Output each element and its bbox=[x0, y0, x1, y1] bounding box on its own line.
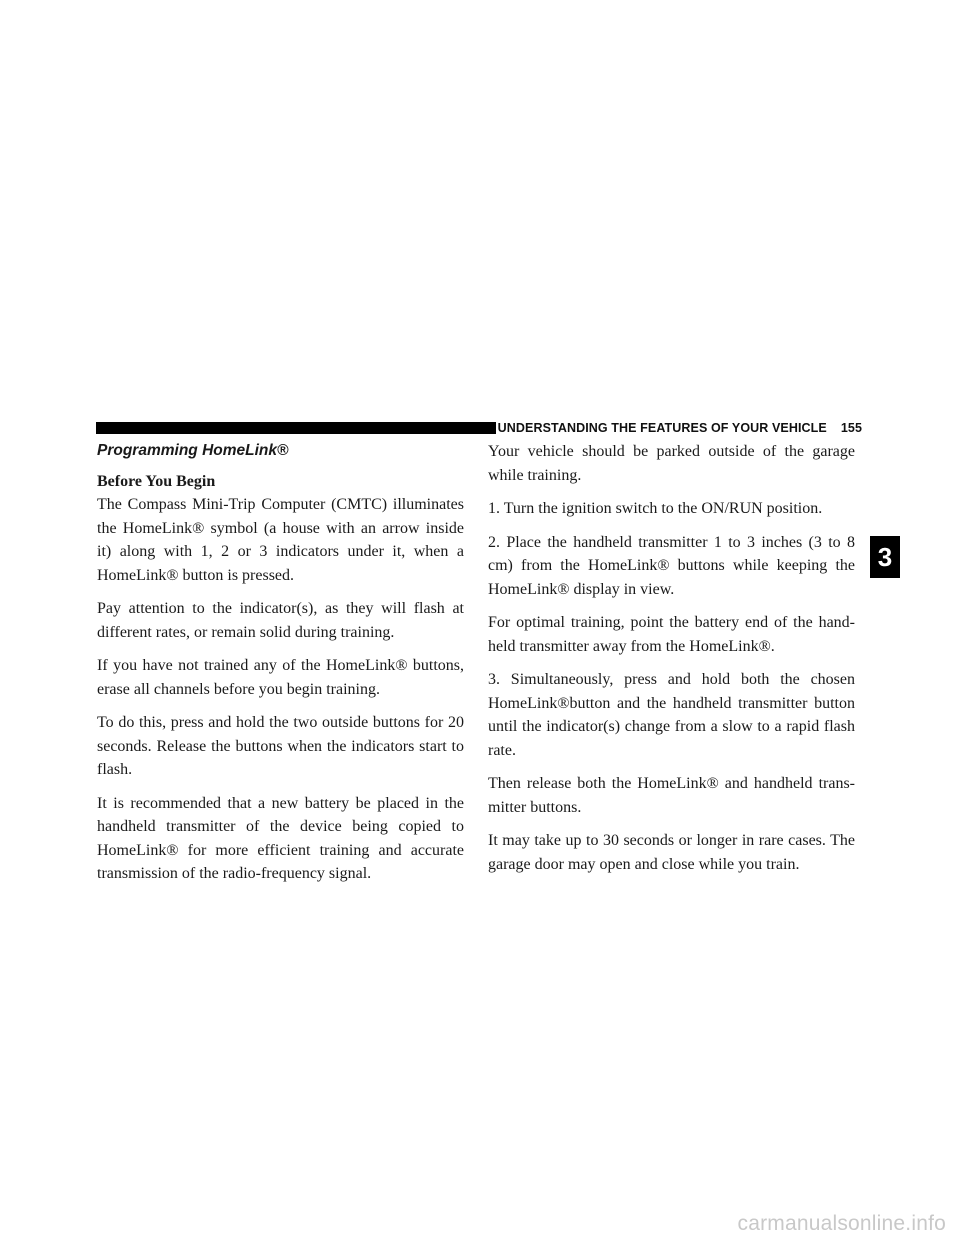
header-text bbox=[498, 421, 862, 435]
step-3: 3. Simultaneously, press and hold both the chosen HomeLink®button and the handheld transmitter button until the indicator(s) change from a slow to a rapid flash rate. bbox=[488, 671, 855, 759]
right-column bbox=[488, 440, 855, 886]
paragraph: Then release both the HomeLink® and handheld trans-mitter buttons. bbox=[488, 775, 855, 816]
step-2: 2. Place the handheld transmitter 1 to 3 inches (3 to 8 cm) from the HomeLink® buttons while keeping the HomeLink® display in view. bbox=[488, 533, 855, 598]
paragraph: If you have not trained any of the HomeLink® buttons, erase all channels before you begin training. bbox=[97, 657, 464, 698]
paragraph: Your vehicle should be parked outside of the garage while training. bbox=[488, 443, 855, 484]
header-rule bbox=[96, 422, 496, 434]
watermark: carmanualsonline.info bbox=[737, 1212, 946, 1235]
paragraph: It is recommended that a new battery be placed in the handheld transmitter of the device being copied to HomeLink® for more efficient training and accurate transmission of the radio-frequency signal. bbox=[97, 794, 464, 882]
step-1: 1. Turn the ignition switch to the ON/RUN position. bbox=[488, 500, 823, 517]
paragraph: It may take up to 30 seconds or longer in rare cases. The garage door may open and close while you train. bbox=[488, 832, 855, 873]
paragraph: Pay attention to the indicator(s), as they will flash at different rates, or remain solid during training. bbox=[97, 600, 464, 641]
page-number: 155 bbox=[840, 421, 862, 435]
paragraph: For optimal training, point the battery end of the hand-held transmitter away from the HomeLink®. bbox=[488, 614, 855, 655]
paragraph: The Compass Mini-Trip Computer (CMTC) illuminates the HomeLink® symbol (a house with an arrow inside it) along with 1, 2 or 3 indicators under it, when a HomeLink® button is pressed. bbox=[97, 496, 464, 584]
left-column bbox=[97, 438, 464, 896]
paragraph: To do this, press and hold the two outside buttons for 20 seconds. Release the buttons when the indicators start to flash. bbox=[97, 714, 464, 778]
subheading: Before You Begin bbox=[97, 473, 216, 490]
chapter-title: UNDERSTANDING THE FEATURES OF YOUR VEHICLE bbox=[497, 421, 827, 435]
page-header bbox=[96, 422, 870, 434]
section-title: Programming HomeLink® bbox=[97, 442, 289, 459]
chapter-tab: 3 bbox=[870, 536, 900, 578]
